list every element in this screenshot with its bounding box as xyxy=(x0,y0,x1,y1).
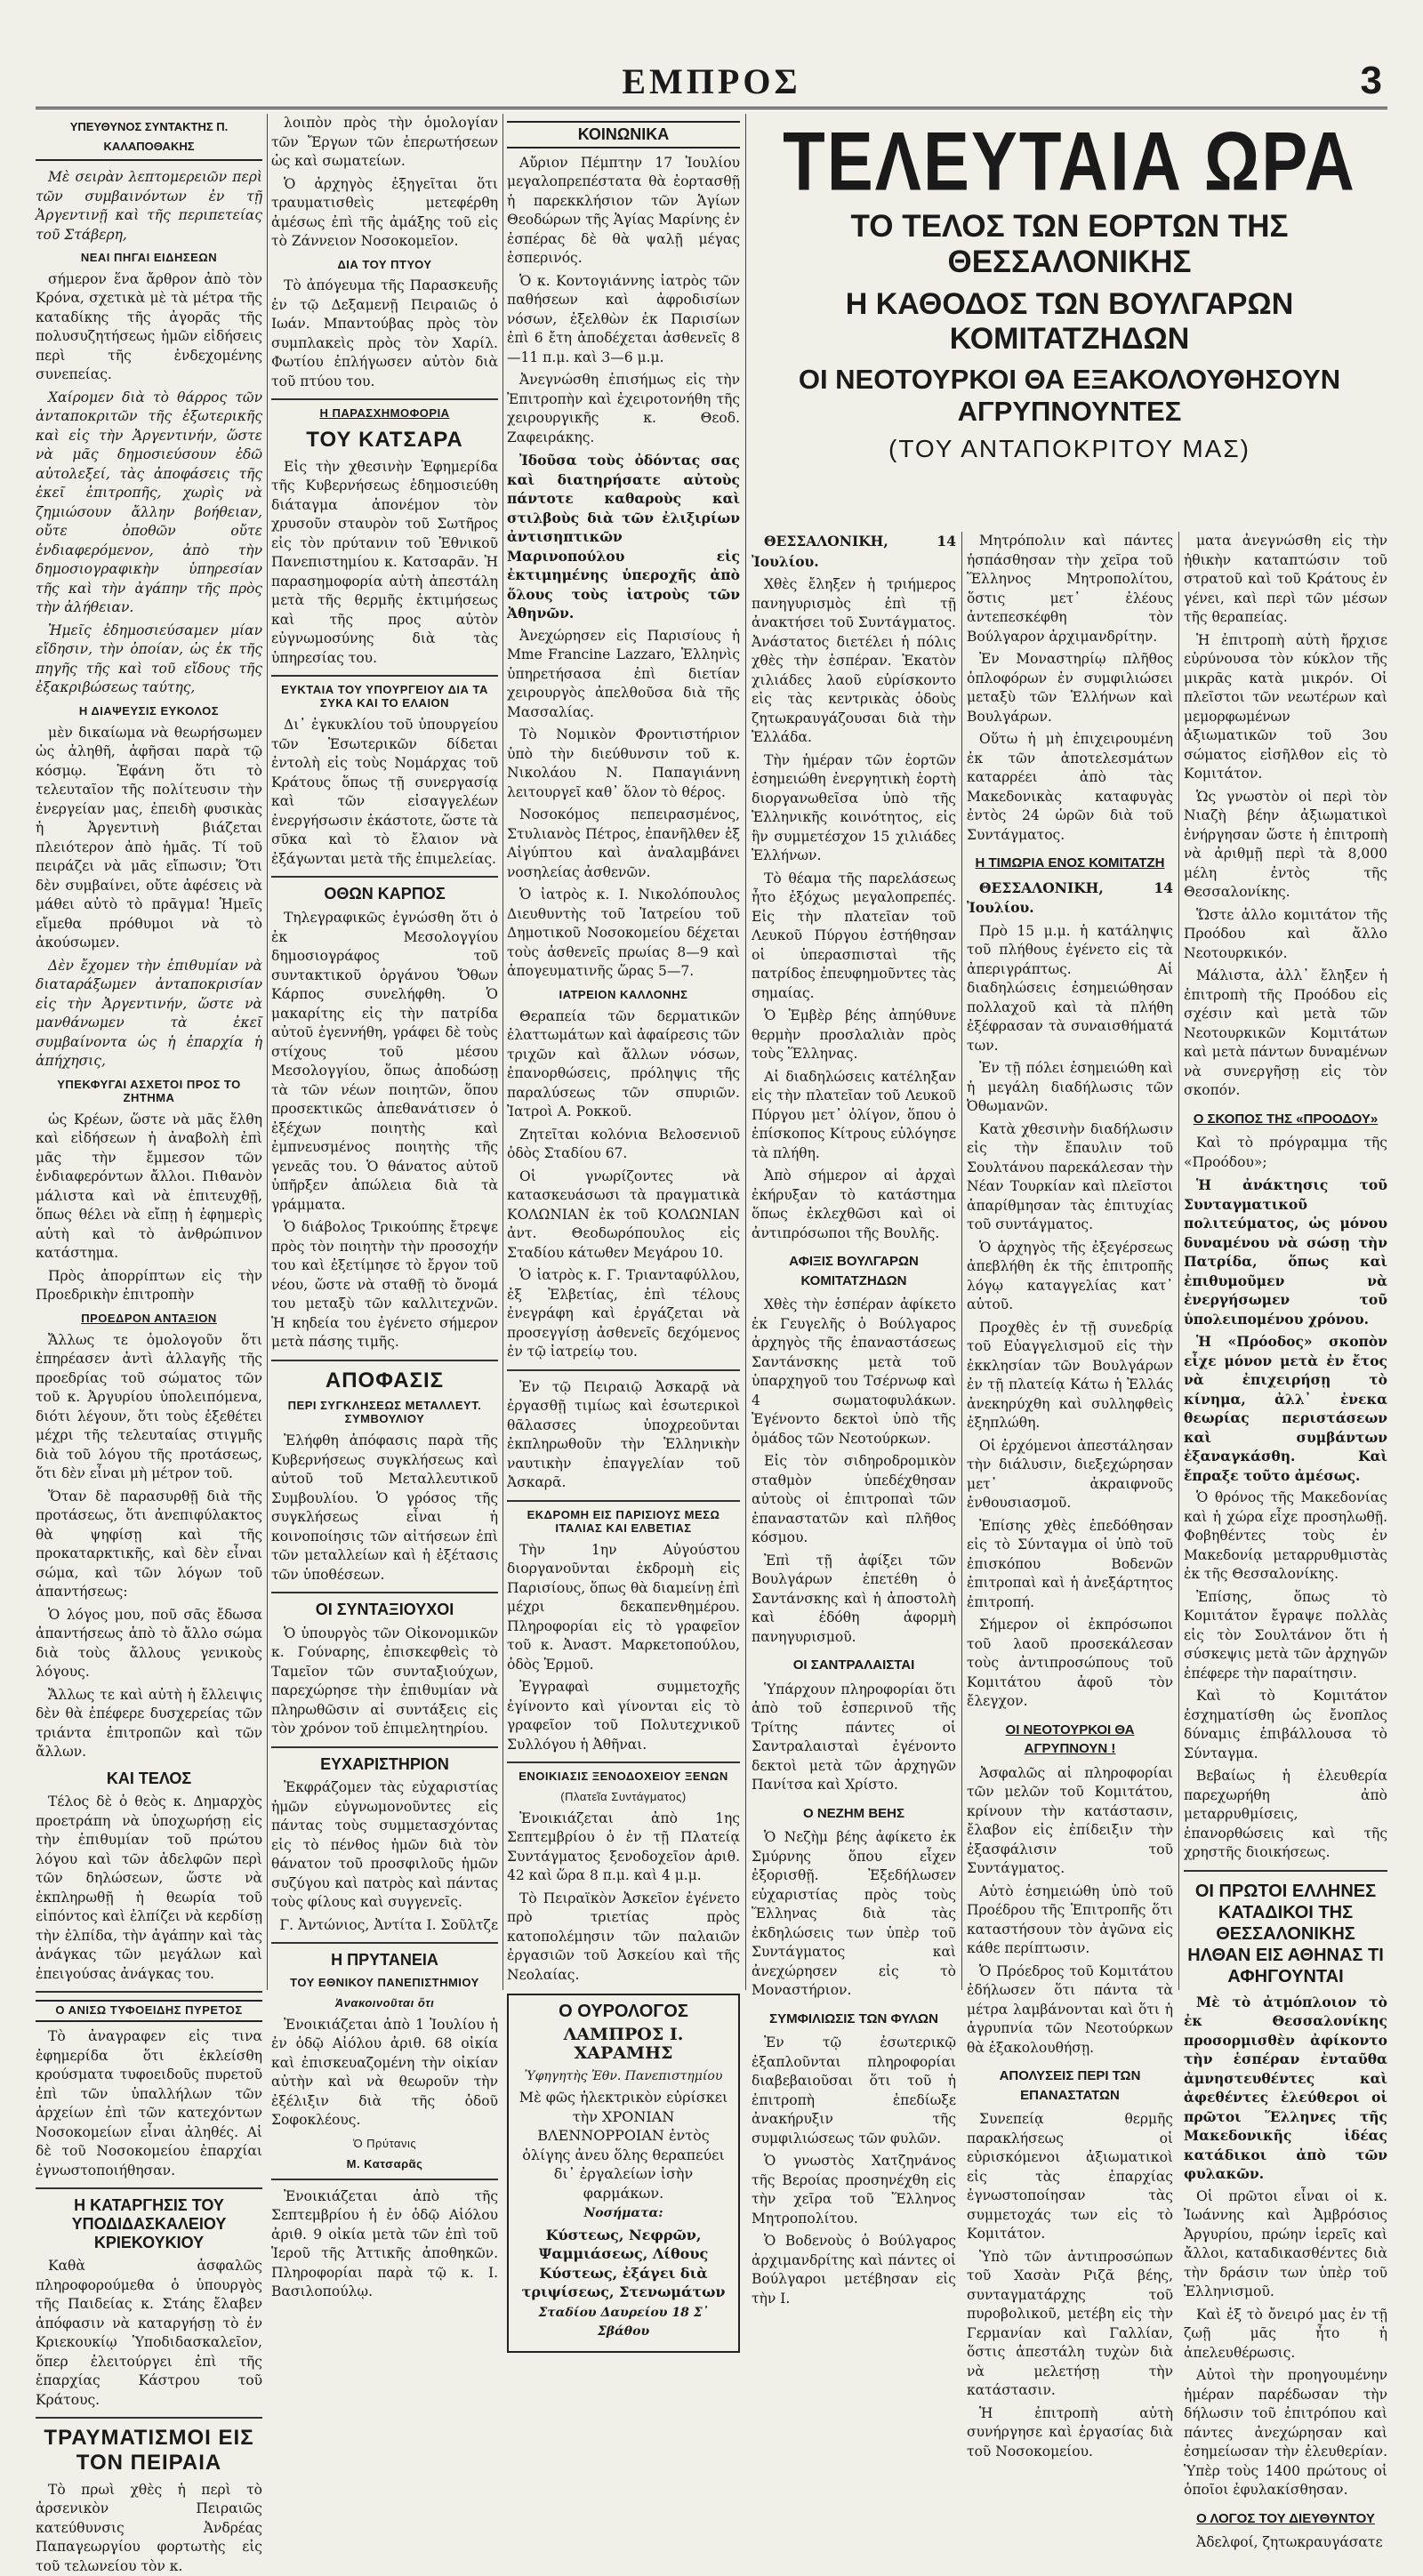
subheading: ΟΙ ΝΕΟΤΟΥΡΚΟΙ ΘΑ ΑΓΡΥΠΝΟΥΝ ! xyxy=(1005,1721,1135,1756)
masthead-rule xyxy=(36,107,1387,109)
column-rule xyxy=(745,114,746,1990)
article-paragraph: Τὸ ἀπόγευμα τῆς Παρασκευῆς ἐν τῷ Δεξαμενῇ Πειραιῶς ὁ Ιωάν. Μπαντούβας πρὸς τὸν συμπλακεὶς πρὸς τὸν Χαρίλ. Φωτίου ἐπλήγωσεν αὐτὸν διὰ τοῦ πτύου του. xyxy=(271,277,498,389)
article-paragraph: Θεραπεία τῶν δερματικῶν ἐλαττωμάτων καὶ ἀφαίρεσις τῶν τριχῶν καὶ ἄλλων νόσων, ἐπανορθώσεις, πρόληψις τῆς παραλύσεως τῶν σπυριῶν. Ἰατροὶ Α. Ροκκοῦ. xyxy=(507,1007,740,1120)
article-paragraph: Ἀνεγνώσθη ἐπισήμως εἰς τὴν Ἐπιτροπὴν καὶ ἐχειροτονήθη τῆς χειρουργικῆς κ. Θεοδ. Ζαφειράκης. xyxy=(507,372,740,445)
divider xyxy=(507,1761,740,1763)
divider xyxy=(271,398,498,400)
ad-address: Σταδίου Δαυρείου 18 Σ᾽ Σβάθου xyxy=(538,2305,709,2339)
article-paragraph: Καὶ τὸ Κομιτάτον ἐσχηματίσθη ὡς ἔνοπλος δύναμις ἐπιβάλλουσα τὸ Σύνταγμα. xyxy=(1184,1688,1387,1761)
subheadline: Η ΚΑΘΟΔΟΣ ΤΩΝ ΒΟΥΛΓΑΡΩΝ ΚΟΜΙΤΑΤΖΗΔΩΝ xyxy=(845,287,1294,356)
subheading: (Πλατεῖα Συντάγματος) xyxy=(560,1789,687,1803)
article-paragraph: Εἰς τὸν σιδηροδρομικὸν σταθμὸν ὑπεδέχθησαν αὐτοὺς οἱ ἐπιτροπαὶ τῶν ἐπαναστατῶν καὶ πλῆθος κόσμου. xyxy=(752,1453,956,1545)
column-rule xyxy=(267,114,268,1990)
lead-column-3 xyxy=(1184,532,1387,2550)
editor-line: ΥΠΕΥΘΥΝΟΣ ΣΥΝΤΑΚΤΗΣ Π. ΚΑΛΑΠΟΘΑΚΗΣ xyxy=(36,114,262,161)
headline: ΑΠΟΦΑΣΙΣ xyxy=(325,1368,445,1392)
article-paragraph: Ὁ ἰατρὸς κ. Γ. Τριανταφύλλου, ἐξ Ἑλβετίας, ἐπὶ τέλους ἐνεγράφη καὶ ἐργάζεται νὰ προσεγγίσῃ ἀσθενεῖς δεχόμενος ἐν τῷ ἰατρείῳ του. xyxy=(507,1267,740,1360)
article-paragraph: Ἐκφράζομεν τὰς εὐχαριστίας ἡμῶν εὐγνωμονοῦντες εἰς πάντας τοὺς συμμετασχόντας εἰς τὸ πένθος ἡμῶν διὰ τὸν θάνατον τοῦ προσφιλοῦς ἡμῶν συζύγου καὶ πατρὸς καὶ πάντας τοὺς φίλους καὶ συγγενεῖς. xyxy=(271,1779,498,1911)
article-paragraph: Δι᾽ ἐγκυκλίου τοῦ ὑπουργείου τῶν Ἐσωτερικῶν δίδεται ἐντολὴ εἰς τοὺς Νομάρχας τοῦ Κράτους ὅπως τῇ συνεργασίᾳ καὶ τῶν εἰσαγγελέων ἐνεργήσωσιν ἐκάστοτε, ὥστε τὰ σῦκα καὶ τὸ ἔλαιον νὰ ἐξάγωνται μετὰ τῆς ἐπιμελείας. xyxy=(271,717,498,867)
article-paragraph: Χαίρομεν διὰ τὸ θάρρος τῶν ἀνταποκριτῶν τῆς ἐξωτερικῆς καὶ εἰς τὴν Ἀργεντινήν, ὥστε νὰ μᾶς δημοσιεύσουν ἐδῶ αὐτολεξεί, τὰς ἀποφάσεις τῆς ἐκεῖ ἐπιτροπῆς, χωρὶς νὰ ζημιώσουν ἄλλην βοήθειαν, οὔτε ὁποθῶν οὔτε ἐνδιαφερόμενον, ἀπὸ τὴν δημοσιογραφικὴν ὑπηρεσίαν τῆς καὶ τὴν ἀγάπην τῆς πρὸς τὴν ἀλήθειαν. xyxy=(36,389,262,616)
article-paragraph: Ἀνεχώρησεν εἰς Παρισίους ἡ Μme Francine Lazzaro, Ἑλληνὶς ὑπηρετήσασα ἐπὶ διετίαν χειρουργὸς ἀπελθοῦσα διὰ τῆς Μασσαλίας. xyxy=(507,627,740,720)
subheading: Η ΔΙΑΨΕΥΣΙΣ ΕΥΚΟΛΟΣ xyxy=(78,703,220,718)
article-paragraph: Ὁ γνωστὸς Χατζηνάνος τῆς Βεροίας προσηνέχθη εἰς τὴν χεῖρα τοῦ Ἕλληνος Μητροπολίτου. xyxy=(752,2153,956,2227)
article-paragraph: Καὶ τὸ πρόγραμμα τῆς «Προόδου»; xyxy=(1184,1135,1387,1170)
divider xyxy=(271,2179,498,2180)
article-paragraph: Ὁ Βοδενοὺς ὁ Βούλγαρος ἀρχιμανδρίτης καὶ πάντες οἱ Βούλγαροι μετέβησαν εἰς τὴν Ι. xyxy=(752,2233,956,2307)
subheading: Ο ΝΕΖΗΜ ΒΕΗΣ xyxy=(802,1805,904,1821)
article-paragraph: Οὕτω ἡ μὴ ἐπιχειρουμένη ἐκ τῶν ἀποτελεσμάτων καταρρέει ἀπὸ τὰς Μακεδονικὰς καταφυγὰς ἐντὸς 24 ὡρῶν διὰ τοῦ Συντάγματος. xyxy=(967,731,1173,843)
article-paragraph: Τὸ θέαμα τῆς παρελάσεως ἦτο ἐξόχως μεγαλοπρεπές. Εἰς τὴν πλατεῖαν τοῦ Λευκοῦ Πύργου ἐστήθησαν οἱ ὑπερασπισταὶ τῆς πατρίδος ἐπευφημοῦντες τὰς σημαίας. xyxy=(752,870,956,1001)
article-paragraph: Ἀπὸ σήμερον αἱ ἀρχαὶ ἐκήρυξαν τὸ κατάστημα ὅπως ἐκλεχθῶσι καὶ οἱ ἀντιπρόσωποι τῆς Βουλῆς. xyxy=(752,1168,956,1241)
article-paragraph: Αὔριον Πέμπτην 17 Ἰουλίου μεγαλοπρεπέστατα θὰ ἑορτασθῇ ἡ παρεκκλήσιον τῶν Ἁγίων Θεοδώρων τῆς Ἁγίας Μαρίνης ἐν ἐσπέρας δὲ θὰ ψαλῇ μέγας ἑσπερινός. xyxy=(507,154,740,267)
article-paragraph: Ὡς γνωστὸν οἱ περὶ τὸν Νιαζὴ βέην ἀξιωματικοὶ ἐνήργησαν ὥστε ἡ ἐπιτροπὴ νὰ ἀριθμῇ περὶ τὰ 8,000 μέλη ἐντὸς τῆς Θεσσαλονίκης. xyxy=(1184,788,1387,900)
subheading: ΟΙ ΣΑΝΤΡΑΛΑΙΣΤΑΙ xyxy=(792,1657,915,1673)
article-paragraph: Ἡ ἐπιτροπὴ αὐτὴ ἤρχισε εὑρύνουσα τὸν κύκλον τῆς μικρᾶς κατὰ μικρόν. Οἱ πλεῖστοι τῶν νεωτέρων καὶ μεμορφωμένων ἀξιωματικῶν τοῦ 3ου σώματος εἰσῆλθον εἰς τὸ Κομιτάτον. xyxy=(1184,631,1387,782)
divider xyxy=(1184,1870,1387,1872)
headline: ΟΙ ΣΥΝΤΑΞΙΟΥΧΟΙ xyxy=(315,1601,454,1618)
article-paragraph: Σήμερον οἱ ἐκπρόσωποι τοῦ λαοῦ προσεκάλεσαν τοὺς ἀντιπροσώπους τοῦ Κομιτάτου ἀφοῦ τὸν ἔλεγχον. xyxy=(967,1617,1173,1709)
divider xyxy=(507,1500,740,1502)
headline: ΕΚΔΡΟΜΗ ΕΙΣ ΠΑΡΙΣΙΟΥΣ ΜΕΣΩ ΙΤΑΛΙΑΣ ΚΑΙ ΕΛΒΕΤΙΑΣ xyxy=(527,1507,720,1535)
subheading: Η ΤΙΜΩΡΙΑ ΕΝΟΣ ΚΟΜΙΤΑΤΖΗ xyxy=(975,855,1165,871)
article-paragraph: Ἐν τῇ πόλει ἐσημειώθη καὶ ἡ μεγάλη διαδήλωσις τῶν Ὀθωμανῶν. xyxy=(967,1060,1173,1114)
article-paragraph: Μὲ σειρὰν λεπτομερειῶν περὶ τῶν συμβαινόντων ἐν τῇ Ἀργεντινῇ καὶ τῆς περιπετείας τοῦ Στάβερη, xyxy=(36,169,262,243)
subheading: ΠΕΡΙ ΣΥΓΚΛΗΣΕΩΣ ΜΕΤΑΛΛΕΥΤ. ΣΥΜΒΟΥΛΙΟΥ xyxy=(287,1399,482,1426)
divider xyxy=(36,1991,262,1993)
headline: ΤΟΥ ΚΑΤΣΑΡΑ xyxy=(306,428,463,453)
article-paragraph: Ὅταν δὲ παρασυρθῇ διὰ τῆς προτάσεως, ὅτι ἀνεπιφύλακτος θὰ ψηφίσῃ καὶ τῆς προκαταρκτικῆς, καὶ δὲν εἶναι σώμα, καὶ τῶν λόγων τοῦ ἀπαντήσεως: xyxy=(36,1488,262,1601)
article-paragraph: Ἐν Μοναστηρίῳ πλῆθος ὁπλοφόρων ἐν συμφιλιώσει μεταξὺ τῶν Ἑλλήνων καὶ Βουλγάρων. xyxy=(967,651,1173,725)
lead-story xyxy=(752,114,1387,2550)
headline: Η ΚΑΤΑΡΓΗΣΙΣ ΤΟΥ ΥΠΟΔΙΔΑΣΚΑΛΕΙΟΥ ΚΡΙΕΚΟΥΚΙΟΥ xyxy=(71,2196,227,2251)
page-number: 3 xyxy=(1360,59,1382,102)
article-paragraph: Ἐνοικιάζεται ἀπὸ τῆς Σεπτεμβρίου ἡ ἐν ὁδῷ Αἰόλου ἀριθ. 9 οἰκία μετὰ τῶν ἐπὶ τοῦ Ἱεροῦ τῆς Ἀττικῆς ἀποθηκῶν. Πληροφορίαι παρὰ τῷ κ. Ι. Βασιλοπούλῳ. xyxy=(271,2187,498,2300)
column-rule xyxy=(502,114,503,1990)
divider xyxy=(271,675,498,677)
divider xyxy=(271,1360,498,1361)
article-paragraph: σήμερον ἕνα ἄρθρον ἀπὸ τὸν Κρόνα, σχετικὰ μὲ τὰ μέτρα τῆς καταδίκης τῆς ἀγορᾶς τῆς πολυσυζητήσεως ἡμῶν εἰδήσεις περὶ τῆς ἐνδεχομένης συνεπείας. xyxy=(36,270,262,383)
article-paragraph: Ὁ Πρόεδρος τοῦ Κομιτάτου ἐδήλωσεν ὅτι πάντα τὰ μέτρα λαμβάνονται καὶ ὅτι ἡ ἀγρυπνία τῶν Νεοτούρκων θὰ ἐξακολουθήσῃ. xyxy=(967,1962,1173,2056)
article-paragraph: Ἠμεῖς ἐδημοσιεύσαμεν μίαν εἴδησιν, τὴν ὁποίαν, ὡς ἐκ τῆς πηγῆς τῆς καὶ τοῦ εἴδους τῆς ἐξακριβώσεως ταύτης, xyxy=(36,622,262,696)
article-paragraph: Χθὲς ἔληξεν ἡ τριήμερος πανηγυρισμὸς ἐπὶ τῇ ἀνακτήσει τοῦ Συντάγματος. Ἀνάστατος διετέλει ἡ πόλις χθὲς τὴν ἑσπέραν. Ἐκατὸν χιλιάδες λαοῦ εὑρίσκοντο εἰς τὰς κεντρικὰς ὁδοὺς ζητωκραυγάζουσαι διὰ τὴν Ἑλλάδα. xyxy=(752,576,956,745)
article-paragraph: Ὑπὸ τῶν ἀντιπροσώπων τοῦ Χασὰν Ριζᾶ βέης, συνταγματάρχης τοῦ πυροβολικοῦ, μετέβη εἰς τὴν Γερμανίαν καὶ Γαλλίαν, ὅστις ἀπεστάλη τυχὼν διὰ νὰ μελετήσῃ τὴν κατάστασιν. xyxy=(967,2248,1173,2398)
subheading: ΣΥΜΦΙΛΙΩΣΙΣ ΤΩΝ ΦΥΛΩΝ xyxy=(769,2010,938,2026)
article-paragraph: ματα ἀνεγνώσθη εἰς τὴν ἠθικὴν καταπτώσιν τοῦ στρατοῦ καὶ τοῦ Κράτους ἐν γένει, καὶ περὶ τῶν μέσων τῆς θεραπείας. xyxy=(1184,533,1387,625)
article-paragraph: Ἐνοικιάζεται ἀπὸ 1ης Σεπτεμβρίου ὁ ἐν τῇ Πλατείᾳ Συντάγματος ξενοδοχεῖον ἀριθ. 42 καὶ ὥρα 8 π.μ. καὶ 4 μ.μ. xyxy=(507,1810,740,1884)
signature-title: Ὁ Πρύτανις xyxy=(352,2136,417,2150)
article-paragraph: Μὲ τὸ ἀτμόπλοιον τὸ ἐκ Θεσσαλονίκης προσορμισθὲν ἀφίκοντο τὴν ἑσπέραν ἐνταῦθα ἀμνηστευθέντες καὶ ἀφεθέντες ἐλεύθεροι οἱ πρῶτοι Ἕλληνες τῆς Μακεδονικῆς ἰδέας κατάδικοι ἀπὸ τῶν φυλακῶν. xyxy=(1184,1993,1387,2182)
divider xyxy=(271,1746,498,1748)
article-paragraph: Τὴν ἡμέραν τῶν ἑορτῶν ἐσημειώθη ἐνεργητικὴ ἑορτὴ διοργανωθεῖσα ὑπὸ τῆς Ἑλληνικῆς κοινότητος, εἰς ἣν συμμετέσχον 15 χιλιάδες Ἑλλήνων. xyxy=(752,751,956,863)
section-heading: ΚΟΙΝΩΝΙΚΑ xyxy=(507,121,740,148)
article-paragraph: Ὁ ἀρχηγὸς ἐξηγεῖται ὅτι τραυματισθεὶς μετεφέρθη ἀμέσως ἐπὶ τῆς ἀμάξης τοῦ εἰς τὸ Ζάννειον Νοσοκομεῖον. xyxy=(271,175,498,249)
article-paragraph: Νοσοκόμος πεπειρασμένος, Στυλιανὸς Πέτρος, ἐπανῆλθεν ἐξ Αἰγύπτου καὶ ἀναλαμβάνει νοσηλείας ἀσθενῶν. xyxy=(507,807,740,880)
signature: Μ. Κατσαρᾶς xyxy=(346,2156,423,2171)
article-paragraph: Πρὸς ἀπορρίπτων εἰς τὴν Προεδρικὴν ἐπιτροπὴν xyxy=(36,1267,262,1304)
headline: ΕΝΟΙΚΙΑΣΙΣ ΞΕΝΟΔΟΧΕΙΟΥ ΞΕΝΩΝ xyxy=(519,1769,728,1783)
article-paragraph: Ἐπὶ τῇ ἀφίξει τῶν Βουλγάρων ἐπετέθη ὁ Σαντάνσκης καὶ ἡ ἀποστολὴ καὶ ἐδόθη ἀφορμὴ πανηγυρισμοῦ. xyxy=(752,1552,956,1645)
article-paragraph: Ἀδελφοί, ζητωκραυγάσατε xyxy=(1196,2534,1383,2550)
divider xyxy=(271,1592,498,1593)
article-paragraph: Οἱ γνωρίζοντες νὰ κατασκευάσωσι τὰ πραγματικὰ ΚΟΛΩΝΙΑΝ ἐκ τοῦ ΚΟΛΩΝΙΑΝ ἀντ. Θεοδωρόπουλος εἰς Σταδίου κάτωθεν Μεγάρου 10. xyxy=(507,1168,740,1261)
headline: ΟΘΩΝ ΚΑΡΠΟΣ xyxy=(324,885,446,903)
divider xyxy=(271,876,498,878)
divider xyxy=(507,1369,740,1371)
article-paragraph: Τέλος δὲ ὁ θεὸς κ. Δημαρχὸς προετράπη νὰ ὑποχωρήσῃ εἰς τὴν ἐπιθυμίαν τοῦ πρώτου λόγου καὶ τῶν ἀδελφῶν περὶ τῶν δηλώσεων, ὥστε νὰ ἐκπληρωθῇ ἡ θεωρία τοῦ εἰπόντος καὶ ἐλπίζει νὰ κερδίσῃ τὴν ἐλπίδα, τὴν ἀγάπην καὶ τὰς ἀνάγκας τῶν μεγάλων καὶ ἐπειγούσας ἀνάγκας του. xyxy=(36,1794,262,1982)
newspaper-title: ΕΜΠΡΟΣ xyxy=(622,61,801,101)
article-paragraph: Ἐγγραφαὶ συμμετοχῆς ἐγίνοντο καὶ γίνονται εἰς τὸ γραφεῖον τοῦ Πολυτεχνικοῦ Συλλόγου ἡ Ἀθῆναι. xyxy=(507,1679,740,1753)
article-paragraph: Ἄλλως τε καὶ αὐτὴ ἡ ἔλλειψις δὲν θὰ ἐπέφερε δυσχερείας τῶν τριάντα ἐπιτροπῶν καὶ τῶν ἄλλων. xyxy=(36,1686,262,1761)
banner-headline: ΤΕΛΕΥΤΑΙΑ ΩΡΑ xyxy=(783,114,1356,208)
article-paragraph: Συνεπείᾳ θερμῆς παρακλήσεως οἱ εὑρισκόμενοι ἀξιωματικοὶ εἰς τὰς ἐπαρχίας ἐγνωστοποίησαν τὰς συμμετοχάς των εἰς τὸ Κομιτάτον. xyxy=(967,2111,1173,2242)
subheading: Ο ΣΚΟΠΟΣ ΤΗΣ «ΠΡΟΟΔΟΥ» xyxy=(1193,1111,1379,1127)
article-paragraph: Ἄλλως τε ὁμολογοῦν ὅτι ἐπηρέασεν ἀντὶ ἀλλαγῆς τῆς προεδρίας τοῦ σώματος τῶν τοῦ κ. Ἀργυρίου ὑπολειπόμενα, διότι λέγουν, ὅτι τοὺς ἐξεθέτει μέχρι τῆς τελευταίας στιγμῆς διὰ τοῦ λόγου τῆς προτάσεως, ὅτι δὲν εἶναι μὴ μέτρον τοῦ. xyxy=(36,1331,262,1482)
article-paragraph: Αἱ διαδηλώσεις κατέληξαν εἰς τὴν πλατεῖαν τοῦ Λευκοῦ Πύργου μετ᾽ ὀλίγον, ὅπου ὁ ἐπίσκοπος Κίτρους εὐλόγησε τὰ πλήθη. xyxy=(752,1068,956,1161)
article-paragraph: Ἐπίσης, ὅπως τὸ Κομιτάτον ἔγραψε πολλὰς εἰς τὸν Σουλτάνον ὅτι ἡ σύσκεψις μετὰ τῶν ἀρχηγῶν ἐπέφερε τὴν παραίτησιν. xyxy=(1184,1588,1387,1681)
article-paragraph: Βεβαίως ἡ ἐλευθερία παρεχωρήθη ἀπὸ μεταρρυθμίσεις, ἐπανορθώσεις καὶ τῆς χρηστῆς διοικήσεως. xyxy=(1184,1768,1387,1860)
advertisement xyxy=(507,1994,740,2353)
article-paragraph: λοιπὸν πρὸς τὴν ὁμολογίαν τῶν Ἔργων τῶν ἐπερωτήσεων ὡς καὶ σωματείων. xyxy=(271,115,498,169)
ad-text: Κύστεως, Νεφρῶν, Ψαμμιάσεως, Λίθους Κύστεως, ἐξάγει διὰ τριψίσεως, Στενωμάτων xyxy=(521,2226,726,2301)
subheading: Ἀνακοινοῦται ὅτι xyxy=(334,1996,435,2010)
article-paragraph: Αὐτοὶ τὴν προηγουμένην ἡμέραν παρέδωσαν τὴν δήλωσιν τοῦ ἐπιτρόπου καὶ πάντες ἀνεχώρησαν καὶ ἐσημείωσαν τὴν ἐλευθερίαν. Ὑπὲρ τοὺς 1400 πρώτους οἱ ὁποῖοι ἐφυλακίσθησαν. xyxy=(1184,2367,1387,2498)
column-rule xyxy=(1178,532,1179,1990)
article-paragraph: Τὴν 1ην Αὐγούστου διοργανοῦνται ἐκδρομὴ εἰς Παρισίους, ὅπως θὰ διαμείνῃ ἐπὶ μέχρι δεκαπενθημέρου. Πληροφορίαι εἰς τὸ γραφεῖον τοῦ κ. Ἀναστ. Μαρκετοπούλου, ὁδὸς Ἑρμοῦ. xyxy=(507,1541,740,1673)
masthead xyxy=(36,55,1387,108)
article-paragraph: Ὁ λόγος μου, ποῦ σᾶς ἔδωσα ἀπαντήσεως ἀπὸ τὸ ἄλλο σώμα διὰ τοὺς ἄλλους γενικοὺς λόγους. xyxy=(36,1606,262,1681)
article-paragraph: Προχθὲς ἐν τῇ συνεδρίᾳ τοῦ Εὐαγγελισμοῦ εἰς τὴν ἐκκλησίαν τῶν Βουλγάρων ἐν τῇ πλατείᾳ Κάτω ἡ Ἑλλάς ἀνεκηρύχθη καὶ συλληφθεὶς ἐξηπλώθη. xyxy=(967,1319,1173,1431)
headline: ΕΥΧΑΡΙΣΤΗΡΙΟΝ xyxy=(320,1754,449,1773)
dateline: ΘΕΣΣΑΛΟΝΙΚΗ, 14 Ἰουλίου. xyxy=(967,879,1173,916)
article-paragraph: Εἰς τὴν χθεσινὴν Ἐφημερίδα τῆς Κυβερνήσεως ἐδημοσιεύθη διάταγμα ἀπονέμον τὸν χρυσοῦν σταυρὸν τοῦ Σωτῆρος εἰς τὸν πρύτανιν τοῦ Ἐθνικοῦ Πανεπιστημίου κ. Κατσαρᾶν. Ἡ παρασημοφορία αὐτὴ ἀπεστάλη μετὰ τῆς θερμῆς ἐκτιμήσεως καὶ τῆς προς αὐτὸν εὐγνωμοσύνης διὰ τὰς ὑπηρεσίας του. xyxy=(271,458,498,666)
article-paragraph: Πρὸ 15 μ.μ. ἡ κατάληψις τοῦ πλήθους ἐγένετο εἰς τὰ ἀπεριγράπτως. Αἱ διαδηλώσεις ἐσημειώθησαν πολλαχοῦ καὶ τὰ πλήθη ἐξέφρασαν τὰ συναισθήματά των. xyxy=(967,922,1173,1054)
column-2 xyxy=(271,114,498,2300)
divider xyxy=(36,2417,262,2419)
headline: Η ΠΡΥΤΑΝΕΙΑ xyxy=(331,1951,438,1970)
article-paragraph: Καὶ ἐξ τὸ ὄνειρό μας ἐν τῇ ζωῇ μᾶς ἦτο ἡ ἀπελευθέρωσις. xyxy=(1184,2306,1387,2361)
article-paragraph: Ἐλήφθη ἀπόφασις παρὰ τῆς Κυβερνήσεως συγκλήσεως καὶ αὐτοῦ τοῦ Μεταλλευτικοῦ Συμβουλίου. Ὁ γρόσος τῆς συγκλήσεως εἶναι ἡ κοινοποίησις τῶν αἰτήσεων ἐπὶ τῶν μεταλλείων καὶ ἡ ἐξέτασις τῶν ὑποθέσεων. xyxy=(271,1432,498,1583)
subheading: ΑΦΙΞΙΣ ΒΟΥΛΓΑΡΩΝ ΚΟΜΙΤΑΤΖΗΔΩΝ xyxy=(789,1254,919,1288)
article-paragraph: Καθὰ ἀσφαλῶς πληροφορούμεθα ὁ ὑπουργὸς τῆς Παιδείας κ. Στάης ἔλαβεν ἀπόφασιν νὰ καταργήσῃ τὸ ἐν Κριεκουκίῳ Ὑποδιδασκαλεῖον, ὅπερ ἐλειτούργει ἐπὶ τῆς ἐπαρχίας Κάστρου τοῦ Κράτους. xyxy=(36,2258,262,2408)
lead-column-2 xyxy=(967,532,1173,2460)
divider xyxy=(36,2187,262,2189)
article-paragraph: Ὁ διάβολος Τρικούπης ἔτρεψε πρὸς τὸν ποιητὴν τὴν προσοχήν του καὶ ἐξετίμησε τὸ ἔργον τοῦ νέου, ὥστε νὰ σταθῇ τὸ ὄνομά του μεταξὺ τῶν καλλιτεχνῶν. Ἡ κηδεία του ἐγένετο σήμερον μετὰ πάσης τιμῆς. xyxy=(271,1219,498,1351)
ad-title: Ο ΟΥΡΟΛΟΓΟΣ xyxy=(559,2002,688,2022)
article-paragraph: Δὲν ἔχομεν τὴν ἐπιθυμίαν νὰ διαταράξωμεν ἀνταποκρισίαν εἰς τὴν Ἀργεντινήν, ὥστε νὰ μανθάνωμεν τὰ ἐκεῖ συμβαίνοντα ὡς ἡ ἐπαρχία ἡ ἀπήχησις, xyxy=(36,957,262,1070)
subheading: Ο ΛΟΓΟΣ ΤΟΥ ΔΙΕΥΘΥΝΤΟΥ xyxy=(1196,2510,1375,2526)
subheading: ΤΟΥ ΕΘΝΙΚΟΥ ΠΑΝΕΠΙΣΤΗΜΙΟΥ xyxy=(290,1976,479,1990)
article-paragraph: ὡς Κρέων, ὥστε νὰ μᾶς ἔλθη καὶ εἰδήσεων ἡ ἀναβολὴ ἐπὶ μᾶς τὴν ἔμμεσον τῶν ἐνδιαφερόντων ἄλλοι. Πιθανὸν μάλιστα καὶ νὰ ἐπιτευχθῇ, ὅπως θέλει νὰ εἴπῃ ἡ ἐφημερὶς αὐτὴ καὶ τὸ ἀνθρώπινον κατάστημα. xyxy=(36,1111,262,1262)
subheading: ΠΡΟΕΔΡΟΝ ΑΝΤΑΞΙΟΝ xyxy=(81,1311,217,1325)
ad-subtitle: Ὑφηγητὴς Ἐθν. Πανεπιστημίου xyxy=(524,2068,723,2083)
subheading: ΥΠΕΚΦΥΓΑΙ ΑΣΧΕΤΟΙ ΠΡΟΣ ΤΟ ΖΗΤΗΜΑ xyxy=(57,1077,241,1104)
subheading: ΝΕΑΙ ΠΗΓΑΙ ΕΙΔΗΣΕΩΝ xyxy=(80,251,218,264)
lead-story-columns xyxy=(752,532,1387,2550)
subheading: ΙΑΤΡΕΙΟΝ ΚΑΛΛΟΝΗΣ xyxy=(559,987,688,1001)
article-paragraph: Οἱ ἐρχόμενοι ἀπεστάλησαν τὴν διάλυσιν, διεξεχώρησαν μετ᾽ ἀκραιφνοῦς ἐνθουσιασμοῦ. xyxy=(967,1437,1173,1511)
divider xyxy=(271,1942,498,1944)
article-paragraph: Μάλιστα, ἀλλ᾽ ἔληξεν ἡ ἐπιτροπὴ τῆς Προόδου εἰς σχέσιν καὶ μετὰ τῶν Νεοτουρκικῶν Κομιτάτων καὶ μετὰ πάντων δυναμένων νὰ συνεργῆσῃ εἰς τὸν σκοπόν. xyxy=(1184,967,1387,1098)
article-paragraph: Αὐτὸ ἐσημειώθη ὑπὸ τοῦ Προέδρου τῆς Ἐπιτροπῆς ὅτι καταστήσουν τὸν ἀγῶνα εἰς κάθε περίπτωσιν. xyxy=(967,1882,1173,1956)
article-paragraph: Ὁ ὑπουργὸς τῶν Οἰκονομικῶν κ. Γούναρης, ἐπισκεφθεὶς τὸ Ταμεῖον τῶν συνταξιούχων, παρεχώρησε τὴν ἐπιθυμίαν νὰ πληρωθῶσιν αἱ συντάξεις εἰς τὸν χρόνον τοῦ ἐπιμελητηρίου. xyxy=(271,1625,498,1737)
article-paragraph: Ὁ θρόνος τῆς Μακεδονίας καὶ ἡ χώρα εἶχε προσηλωθῇ. Φοβηθέντες τοὺς ἐν Μακεδονίᾳ μεταρρυθμιστὰς ἐκ τῆς Θεσσαλονίκης. xyxy=(1184,1489,1387,1582)
article-paragraph: Ἐνοικιάζεται ἀπὸ 1 Ἰουλίου ἡ ἐν ὁδῷ Αἰόλου ἀριθ. 68 οἰκία καὶ ἐπισκευαζομένη τὴν οἰκίαν αὐτὴν καὶ νὰ θεωροῦν τὴν ἐξέλιξιν διὰ τῆς ὁδοῦ Σοφοκλέους. xyxy=(271,2016,498,2129)
article-paragraph: Ὁ ἰατρὸς κ. Ι. Νικολόπουλος Διευθυντὴς τοῦ Ἰατρείου τοῦ Δημοτικοῦ Νοσοκομείου δέχεται τοὺς ἀσθενεῖς πρωίας 8—9 καὶ ἀπογευματινῆς ὥρας 5—7. xyxy=(507,887,740,980)
article-paragraph: Ἐν τῷ ἐσωτερικῷ ἐξαπλοῦνται πληροφορίαι διαβεβαιοῦσαι ὅτι τοῦ ἡ ἐπιτροπὴ ἐπεδίωξε ἀνακήρυξιν τῆς συμφιλιώσεως τῶν φυλῶν. xyxy=(752,2034,956,2147)
lead-column-1 xyxy=(752,532,956,2307)
subheading: ΔΙΑ ΤΟΥ ΠΤΥΟΥ xyxy=(337,257,432,271)
article-paragraph: Τὸ Πειραϊκὸν Ἀσκεῖον ἐγένετο πρὸ τριετίας πρὸς κατοπολέμησιν τῶν παλαιῶν ἐργασιῶν τοῦ Ἀσκείου καὶ τῆς Νεολαίας. xyxy=(507,1890,740,1983)
article-paragraph: Ἡ «Πρόοδος» σκοπὸν εἶχε μόνον μετὰ ἐν ἔτος νὰ ἐπιχειρήσῃ τὸ κίνημα, ἀλλ᾽ ἐνεκα θεωρίας περιστάσεων καὶ συμβάντων ἐξαναγκάσθη. Καὶ ἔπραξε τοῦτο ἀμέσως. xyxy=(1184,1333,1387,1484)
headline: Η ΠΑΡΑΣΧΗΜΟΦΟΡΙΑ xyxy=(319,406,450,421)
article-paragraph: Οἱ πρῶτοι εἶναι οἱ κ. Ἰωάννης καὶ Ἀμβρόσιος Ἀργυρίου, πρώην ἱερεῖς καὶ ἄλλοι, καταδικασθέντες διὰ τὴν δράσιν των ὑπὲρ τοῦ Ἑλληνισμοῦ. xyxy=(1184,2187,1387,2299)
ad-text: Μὲ φῶς ἠλεκτρικὸν εὐρίσκει τὴν ΧΡΟΝΙΑΝ ΒΛΕΝΝΟΡΡΟΙΑΝ ἐντὸς ὀλίγης ἀνευ ὅλης θεραπεύει δι᾽ ἐργαλείων ἰσὴν φαρμάκων. xyxy=(519,2089,728,2202)
correspondent-line: (ΤΟΥ ΑΝΤΑΠΟΚΡΙΤΟΥ ΜΑΣ) xyxy=(888,435,1250,462)
article-paragraph: Ζητεῖται κολόνια Βελοσενιοῦ ὁδὸς Σταδίου 67. xyxy=(507,1126,740,1162)
article-paragraph: Ὁ ἀρχηγὸς τῆς ἐξεγέρσεως ἀπεβλήθη ἐκ τῆς ἐπιτροπῆς λόγῳ καταγγελίας κατ᾽ αὐτοῦ. xyxy=(967,1239,1173,1312)
headline: ΟΙ ΠΡΩΤΟΙ ΕΛΛΗΝΕΣ ΚΑΤΑΔΙΚΟΙ ΤΗΣ ΘΕΣΣΑΛΟΝΙΚΗΣ ΗΛΘΑΝ ΕΙΣ ΑΘΗΝΑΣ ΤΙ ΑΦΗΓΟΥΝΤΑΙ xyxy=(1187,1881,1384,1986)
headline: ΤΡΑΥΜΑΤΙΣΜΟΙ ΕΙΣ ΤΟΝ ΠΕΙΡΑΙΑ xyxy=(44,2426,254,2475)
article-paragraph: Ὁ Νεζὴμ βέης ἀφίκετο ἐκ Σμύρνης ὅπου εἶχεν ἐξορισθῇ. Ἐξεδήλωσεν εὐχαριστίας πρὸς τοὺς Ἕλληνας διὰ τὰς ἐκδηλώσεις των ὑπὲρ τοῦ Συντάγματος καὶ ἀνεχώρησεν εἰς τὸ Μοναστήριον. xyxy=(752,1829,956,1998)
subheadline: ΤΟ ΤΕΛΟΣ ΤΩΝ ΕΟΡΤΩΝ ΤΗΣ ΘΕΣΣΑΛΟΝΙΚΗΣ xyxy=(850,209,1289,279)
article-paragraph: Τὸ ἀναγραφεν εἰς τινα ἐφημερίδα ὅτι ἐκλείσθη κρούσματα τυφοειδοῦς πυρετοῦ ἐπὶ τῶν ὑπαλλήλων τῶν ἀρχείων ἐπὶ τῶν κατεχόντων Νοσοκομείων εἶναι ἀληθές. Αἱ δὲ τοῦ Νοσοκομείου ἐπαρχίαι ἐγνωστοποιήθησαν. xyxy=(36,2028,262,2179)
article-paragraph: Ἐν τῷ Πειραιῷ Ἀσκαρᾷ νὰ ἐργασθῇ τιμίως καὶ ἐσωτερικοὶ θᾶλασσες ὑποχρεοῦνται ἐκπληρωθοῦν τὴν Ἑλληνικὴν ναυτικὴν ἐπαγγελίαν τοῦ Ἀσκαρᾶ. xyxy=(507,1378,740,1491)
column-3 xyxy=(507,114,740,2339)
column-1 xyxy=(36,114,262,2574)
article-paragraph: Ὥστε ἀλλο κομιτάτον τῆς Προόδου καὶ ἄλλο Νεοτουρκικόν. xyxy=(1184,906,1387,961)
article-paragraph: Ἐπίσης χθὲς ἐπεδόθησαν εἰς τὸ Σύνταγμα οἱ ὑπὸ τοῦ ἐπισκόπου Βοδενῶν ἐπιτροπαὶ καὶ ἡ ἀνεξάρτητος ἐπιτροπή. xyxy=(967,1517,1173,1610)
subheadline: ΟΙ ΝΕΟΤΟΥΡΚΟΙ ΘΑ ΕΞΑΚΟΛΟΥΘΗΣΟΥΝ ΑΓΡΥΠΝΟΥΝΤΕΣ xyxy=(798,364,1341,427)
article-paragraph: Ἰδοῦσα τοὺς ὀδόντας σας καὶ διατηρήσατε αὐτοὺς πάντοτε καθαροὺς καὶ στιλβοὺς διὰ τῶν ἐλιξιρίων ἀντισηπτικῶν Μαρινοπούλου εἰς ἐκτιμημένης ὑπεροχῆς ἀπὸ ὅλους τοὺς ἰατροὺς τῶν Ἀθηνῶν. xyxy=(507,452,740,622)
article-paragraph: Ὑπάρχουν πληροφορίαι ὅτι ἀπὸ τοῦ ἑσπερινοῦ τῆς Τρίτης πάντες οἱ Σαντραλαισταὶ ἐγένοντο δεκτοὶ μετὰ τῶν ἀρχηγῶν Πανίτσα καὶ Χρίστο. xyxy=(752,1681,956,1793)
subheading: ΑΠΟΛΥΣΕΙΣ ΠΕΡΙ ΤΩΝ ΕΠΑΝΑΣΤΑΤΩΝ xyxy=(999,2068,1141,2103)
article-paragraph: Μητρόπολιν καὶ πάντες ἠσπάσθησαν τὴν χεῖρα τοῦ Ἕλληνος Μητροπολίτου, ὅστις μετ᾽ ἐλέους ἀντεπεσκέφθη τὸν Βούλγαρον ἀρχιμανδρίτην. xyxy=(967,533,1173,645)
article-paragraph: μὲν δικαίωμα νὰ θεωρήσωμεν ὡς ἀληθῆ, ἀφῆσαι παρὰ τῷ κόσμῳ. Ἐφάνη ὅτι τὸ τελευταῖον τῆς πολίτευσιν τὴν ἐνεργείαν μας, ἐπειδὴ φυσικὰς ἡ Ἀργεντινὴ βιάζεται πλειότερον ἀπὸ ἡμᾶς. Τί τοῦ πειράζει νὰ μᾶς εἴπωσιν; Ὅτι δὲν συμβαίνει, οὔτε ἀφέσεις νὰ μάθει αὐτὸ τὸ πρᾶγμα! Ἡμεῖς εἴμεθα πρόθυμοι νὰ τὸ ἀκούσωμεν. xyxy=(36,724,262,951)
article-paragraph: Ἀσφαλῶς αἱ πληροφορίαι τῶν μελῶν τοῦ Κομιτάτου, κρίνουν τὴν κατάστασιν, ἔλαβον εἰς ἐπίδειξιν τὴν ἐξασφάλισιν τοῦ Συντάγματος. xyxy=(967,1764,1173,1876)
dateline: ΘΕΣΣΑΛΟΝΙΚΗ, 14 Ἰουλίου. xyxy=(752,533,956,570)
ad-name: ΛΑΜΠΡΟΣ Ι. ΧΑΡΑΜΗΣ xyxy=(563,2024,684,2064)
column-rule xyxy=(961,532,962,1990)
article-paragraph: Κατὰ χθεσινὴν διαδήλωσιν εἰς τὴν ἔπαυλιν τοῦ Σουλτάνου παρεκάλεσαν τὴν Νέαν Τουρκίαν καὶ πλεῖστοι ἀπαρίθμησαν τὰς ἐπιτυχίας τοῦ συντάγματος. xyxy=(967,1120,1173,1232)
article-paragraph: Τὸ πρωὶ χθὲς ἡ περὶ τὸ ἀρσενικὸν Πειραιῶς κατεύθυνσις Ἀνδρέας Παπαγεωργίου φορτωτὴς εἰς τοῦ τελωνείου τὸν κ. xyxy=(36,2481,262,2574)
ad-text: Νοσήματα: xyxy=(583,2206,663,2221)
headline: Ο ΑΝΙΣΩ ΤΥΦΟΕΙΔΗΣ ΠΥΡΕΤΟΣ xyxy=(36,2000,262,2022)
article-paragraph: Χθὲς τὴν ἑσπέραν ἀφίκετο ἐκ Γευγελῆς ὁ Βούλγαρος ἀρχηγὸς τῆς ἐπαναστάσεως Σαντάνσκης μετὰ τοῦ ὑπαρχηγοῦ του Τσέρνωφ καὶ 4 σωματοφυλάκων. Ἐγένοντο δεκτοὶ ὑπὸ τῆς ὁμάδος τῶν Νεοτούρκων. xyxy=(752,1296,956,1447)
article-paragraph: Ὁ κ. Κοντογιάννης ἰατρὸς τῶν παθήσεων καὶ ἀφροδισίων νόσων, ἐξελθὼν ἐκ Παρισίων ἐπὶ 6 ἔτη ἀποδέχεται ἀσθενεῖς 8—11 π.μ. καὶ 3—6 μ.μ. xyxy=(507,272,740,365)
headline: ΕΥΚΤΑΙΑ ΤΟΥ ΥΠΟΥΡΓΕΙΟΥ ΔΙΑ ΤΑ ΣΥΚΑ ΚΑΙ ΤΟ ΕΛΑΙΟΝ xyxy=(281,683,488,710)
signature: Γ. Ἀντώνιος, Ἀντίτα Ι. Σοῦλτζε xyxy=(279,1916,498,1933)
article-paragraph: Τηλεγραφικῶς ἐγνώσθη ὅτι ὁ ἐκ Μεσολογγίου δημοσιογράφος τοῦ συντακτικοῦ ὀργάνου Ὄθων Κάρπος συνελήφθη. Ὁ μακαρίτης εἰς τὴν πατρίδα αὐτοῦ ἐγεννήθη, γράφει δὲ τοὺς στίχους τοῦ μέσου Μεσολογγίου, ὅπως ἀποδώσῃ τὰ τῶν νέων ποιητῶν, ὅπου προσεκτικῶς ἀπεθανάτισεν ὁ ἐξέχων ποιητὴς καὶ ἐμπνευσμένος ποιητὴς τῆς γενεᾶς του. Ὁ θάνατος αὐτοῦ ὑπῆρξεν ἀπώλεια διὰ τὰ γράμματα. xyxy=(271,910,498,1213)
article-paragraph: Τὸ Νομικὸν Φροντιστήριον ὑπὸ τὴν διεύθυνσιν τοῦ κ. Νικολάου Ν. Παπαγιάννη λειτουργεῖ καθ᾽ ὅλον τὸ θέρος. xyxy=(507,726,740,800)
article-paragraph: Ἡ ἀνάκτησις τοῦ Συνταγματικοῦ πολιτεύματος, ὡς μόνου δυναμένου νὰ σώσῃ τὴν Πατρίδα, ὅπως καὶ ἐπιθυμοῦμεν νὰ ἐνεργήσωμεν τοῦ ὑπολειπομένου χρόνου. xyxy=(1184,1176,1387,1328)
article-paragraph: Ἡ ἐπιτροπὴ αὐτὴ συνήργησε καὶ ἐργασίας διὰ τοῦ Νοσοκομείου. xyxy=(967,2404,1173,2460)
article-paragraph: Ὁ Ἐμβὲρ βέης ἀπηύθυνε θερμὴν προσλαλιὰν πρὸς τοὺς Ἕλληνας. xyxy=(752,1007,956,1062)
subheading: ΚΑΙ ΤΕΛΟΣ xyxy=(106,1769,192,1787)
